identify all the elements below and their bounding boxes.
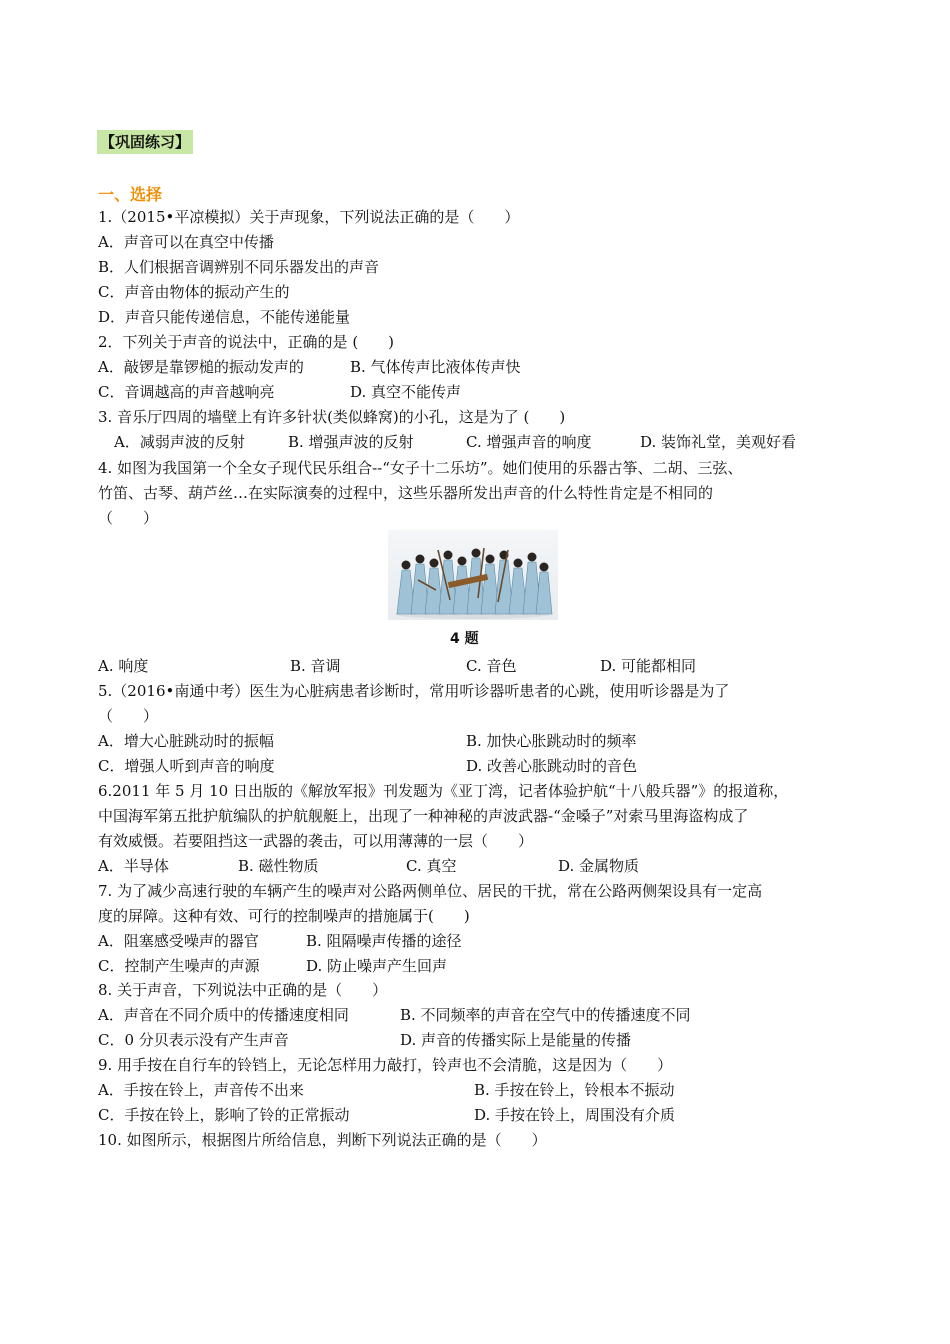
question-3-option-d: D. 装饰礼堂，美观好看 [640,433,797,451]
question-2-option-d: D. 真空不能传声 [350,383,462,401]
question-4-option-a: A. 响度 [98,657,149,675]
question-8-stem: 8. 关于声音，下列说法中正确的是（ ） [98,981,388,999]
question-3-option-c: C. 增强声音的响度 [466,433,592,451]
question-3-option-b: B. 增强声波的反射 [288,433,414,451]
figure-caption: 4 题 [450,631,479,647]
question-3-option-a: A．减弱声波的反射 [114,433,245,451]
question-5-option-c: C．增强人听到声音的响度 [98,757,275,775]
question-1-stem: 1.（2015•平凉模拟）关于声现象，下列说法正确的是（ ） [98,208,520,226]
musicians-illustration [388,530,558,620]
question-5-stem-line-2: （ ） [98,707,159,725]
question-9-option-a: A．手按在铃上，声音传不出来 [98,1081,304,1099]
question-6-stem-line-3: 有效威慑。若要阻挡这一武器的袭击，可以用薄薄的一层（ ） [98,832,534,850]
question-7-option-b: B. 阻隔噪声传播的途径 [306,932,462,950]
question-6-stem-line-2: 中国海军第五批护航编队的护航舰艇上，出现了一种神秘的声波武器-“金嗓子”对索马里海盗构成了 [98,807,749,825]
question-6-stem-line-1: 6.2011 年 5 月 10 日出版的《解放军报》刊发题为《亚丁湾，记者体验护航“十八般兵器”》的报道称， [98,782,789,800]
question-8-option-c: C．0 分贝表示没有产生声音 [98,1031,289,1049]
ensemble-photo [388,530,558,620]
question-3-stem: 3. 音乐厅四周的墙壁上有许多针状(类似蜂窝)的小孔，这是为了 ( ) [98,408,566,426]
question-1-option-c: C．声音由物体的振动产生的 [98,283,290,301]
question-9-option-b: B. 手按在铃上，铃根本不振动 [474,1081,675,1099]
question-4-stem-line-2: 竹笛、古琴、葫芦丝…在实际演奏的过程中，这些乐器所发出声音的什么特性肯定是不相同的 [98,484,714,502]
section-heading: 一、选择 [98,185,163,204]
question-2-option-c: C．音调越高的声音越响亮 [98,383,275,401]
question-1-option-a: A．声音可以在真空中传播 [98,233,274,251]
question-7-stem-line-1: 7. 为了减少高速行驶的车辆产生的噪声对公路两侧单位、居民的干扰，常在公路两侧架设具有一定高 [98,882,763,900]
question-9-stem: 9. 用手按在自行车的铃铛上，无论怎样用力敲打，铃声也不会清脆，这是因为（ ） [98,1056,673,1074]
question-1-option-d: D．声音只能传递信息，不能传递能量 [98,308,351,326]
question-9-option-d: D. 手按在铃上，周围没有介质 [474,1106,676,1124]
question-8-option-a: A．声音在不同介质中的传播速度相同 [98,1006,349,1024]
question-7-option-a: A．阻塞感受噪声的器官 [98,932,259,950]
question-2-stem: 2．下列关于声音的说法中，正确的是 ( ) [98,333,395,351]
question-4-option-d: D. 可能都相同 [600,657,697,675]
exercise-badge: 【巩固练习】 [97,130,193,154]
question-4-option-c: C. 音色 [466,657,517,675]
question-10-stem: 10. 如图所示，根据图片所给信息，判断下列说法正确的是（ ） [98,1131,547,1149]
question-9-option-c: C．手按在铃上，影响了铃的正常振动 [98,1106,350,1124]
question-7-option-c: C．控制产生噪声的声源 [98,957,260,975]
question-5-option-a: A．增大心脏跳动时的振幅 [98,732,274,750]
question-8-option-b: B. 不同频率的声音在空气中的传播速度不同 [400,1006,691,1024]
question-4-stem-line-3: （ ） [98,509,159,527]
question-6-option-a: A．半导体 [98,857,169,875]
question-1-option-b: B．人们根据音调辨别不同乐器发出的声音 [98,258,380,276]
question-7-option-d: D. 防止噪声产生回声 [306,957,448,975]
question-4-option-b: B. 音调 [290,657,341,675]
question-8-option-d: D. 声音的传播实际上是能量的传播 [400,1031,632,1049]
question-2-option-a: A．敲锣是靠锣槌的振动发声的 [98,358,304,376]
question-5-option-b: B. 加快心胀跳动时的频率 [466,732,637,750]
question-7-stem-line-2: 度的屏障。这种有效、可行的控制噪声的措施属于( ) [98,907,470,925]
question-4-stem-line-1: 4. 如图为我国第一个全女子现代民乐组合--“女子十二乐坊”。她们使用的乐器古筝、二胡、三弦、 [98,459,743,477]
question-6-option-b: B. 磁性物质 [238,857,319,875]
question-5-option-d: D. 改善心胀跳动时的音色 [466,757,638,775]
question-6-option-c: C. 真空 [406,857,457,875]
question-6-option-d: D. 金属物质 [558,857,640,875]
question-5-stem-line-1: 5.（2016•南通中考）医生为心脏病患者诊断时，常用听诊器听患者的心跳，使用听诊器是为了 [98,682,730,700]
question-2-option-b: B. 气体传声比液体传声快 [350,358,521,376]
